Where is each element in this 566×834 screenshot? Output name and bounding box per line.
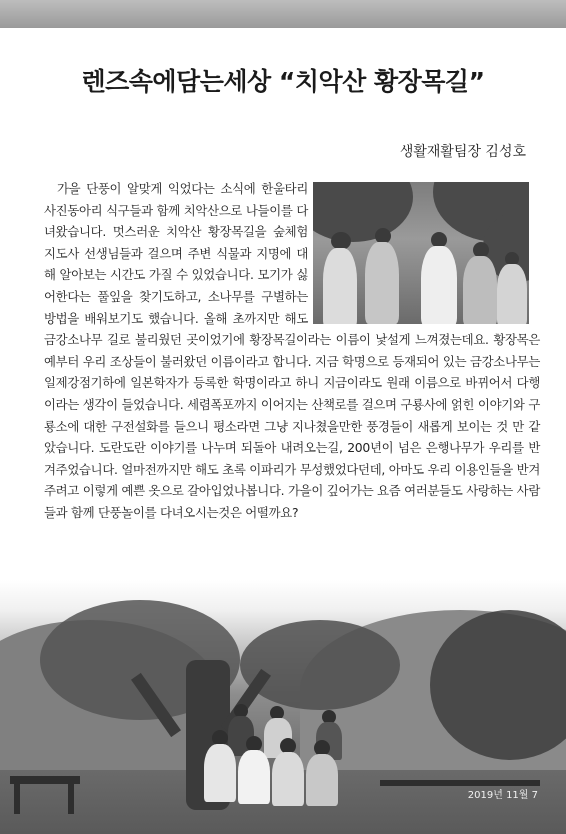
- article-body: [44, 178, 540, 524]
- header-bar: [0, 0, 566, 28]
- photo-space: [308, 178, 540, 326]
- article-paragraph: 가을 단풍이 알맞게 익었다는 소식에 한울타리 사진동아리 식구들과 함께 치악산으로 나들이를 다녀왔습니다. 멋스러운 치악산 황장목길을 숲체험 지도사 선생님들과 걸으며 주변 식물과 지명에 대해 알아보는 시간도 가질 수 있었습니다. 모기가 싫어한다는 풀잎을 찾기도하고, 소나무를 구별하는 방법을 배워보기도 했습니다. 올해 초까지만 해도 금강소나무 길로 불리웠던 곳이었기에 황장목길이라는 이름이 낯설게 느껴졌는데요. 황장목은 예부터 우리 조상들이 불러왔던 이름이라고 합니다. 지금 학명으로 등재되어 있는 금강소나무는 일제강점기하에 일본학자가 등록한 학명이라고 하니 지금이라도 원래 이름으로 바뀌어서 다행이라는 생각이 들었습니다. 세렴폭포까지 이어지는 산책로를 걸으며 구룡사에 얽힌 이야기와 구룡소에 대한 구전설화를 들으니 평소라면 그냥 지나쳤을만한 풍경들이 새롭게 보이는 것 만 같았습니다. 도란도란 이야기를 나누며 되돌아 내려오는길, 200년이 넘은 은행나무가 우리를 반겨주었습니다. 얼마전까지만 해도 초록 이파리가 무성했었다던데, 아마도 우리 이용인들을 반겨주려고 이렇게 예쁜 옷으로 갈아입었나봅니다. 가을이 깊어가는 요즘 여러분들도 사랑하는 사람들과 함께 단풍놀이를 다녀오시는것은 어떨까요?: [44, 181, 540, 520]
- page-title: 렌즈속에담는세상 “치악산 황장목길”: [81, 67, 485, 96]
- author-line: 생활재활팀장 김성호: [399, 144, 526, 160]
- page-footer: 2019년 11월 7: [467, 790, 538, 801]
